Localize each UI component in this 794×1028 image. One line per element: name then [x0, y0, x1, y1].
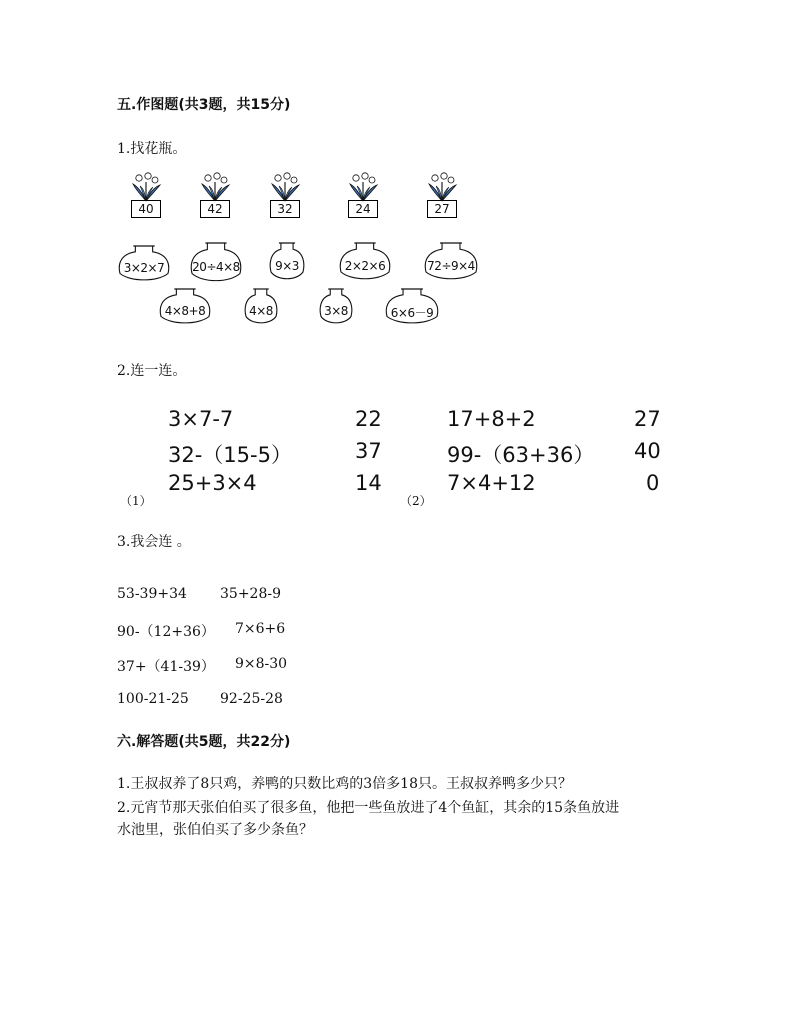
expr-2-1: 17+8+2	[447, 407, 536, 431]
problem-2-line-2: 水池里，张伯伯买了多少条鱼？	[117, 822, 313, 838]
flower-icon	[130, 172, 164, 202]
vase-label: 6×6－9	[390, 305, 434, 320]
q3-right-2: 7×6+6	[235, 621, 286, 637]
section-5-heading: 五.作图题(共3题，共15分)	[117, 97, 291, 113]
flower-pot	[199, 172, 233, 220]
flower-icon	[347, 172, 381, 202]
expr-1-1: 3×7-7	[168, 407, 234, 431]
answer-1-1: 22	[355, 407, 382, 431]
question-2-title: 2.连一连。	[117, 363, 187, 379]
vase-label: 4×8	[249, 303, 273, 318]
vase-label: 20÷4×8	[192, 259, 240, 274]
flower-number: 32	[270, 200, 300, 218]
vase-label: 72÷9×4	[427, 258, 475, 273]
vase	[243, 288, 279, 326]
flower-number: 27	[427, 200, 457, 218]
vase-label: 3×2×7	[123, 260, 165, 275]
vase	[189, 242, 243, 284]
q3-left-3: 37+（41-39）	[117, 659, 215, 675]
vase	[338, 242, 392, 282]
question-3-title: 3.我会连 。	[117, 534, 191, 550]
answer-1-3: 14	[355, 471, 382, 495]
problem-1: 1.王叔叔养了8只鸡，养鸭的只数比鸡的3倍多18只。王叔叔养鸭多少只？	[117, 776, 572, 792]
expr-1-3: 25+3×4	[168, 471, 257, 495]
vase-label: 3×8	[324, 303, 348, 318]
vase	[318, 288, 354, 326]
vase	[117, 245, 171, 283]
problem-2-line-1: 2.元宵节那天张伯伯买了很多鱼，他把一些鱼放进了4个鱼缸，其余的15条鱼放进	[117, 800, 620, 816]
section-6-heading: 六.解答题(共5题，共22分)	[117, 734, 291, 750]
flower-number: 42	[200, 200, 230, 218]
expr-1-2: 32-（15-5）	[168, 443, 292, 467]
flower-pot	[130, 172, 164, 220]
flower-icon	[199, 172, 233, 202]
flower-icon	[426, 172, 460, 202]
q3-right-4: 92-25-28	[220, 691, 283, 707]
group-2-marker: （2）	[400, 494, 432, 508]
q3-left-2: 90-（12+36）	[117, 624, 215, 640]
expr-2-3: 7×4+12	[447, 471, 536, 495]
answer-2-2: 40	[634, 439, 661, 463]
expr-2-2: 99-（63+36）	[447, 443, 595, 467]
answer-1-2: 37	[355, 439, 382, 463]
flower-pot	[347, 172, 381, 220]
vase	[268, 242, 306, 282]
flower-number: 40	[131, 200, 161, 218]
group-1-marker: （1）	[120, 494, 152, 508]
vase-label: 4×8+8	[164, 303, 206, 318]
q3-right-1: 35+28-9	[220, 586, 281, 602]
flower-number: 24	[348, 200, 378, 218]
vase	[384, 288, 440, 326]
question-1-title: 1.找花瓶。	[117, 141, 187, 157]
answer-2-1: 27	[634, 407, 661, 431]
vase	[158, 288, 212, 326]
vase-label: 2×2×6	[344, 258, 386, 273]
flower-icon	[269, 172, 303, 202]
q3-left-1: 53-39+34	[117, 586, 187, 602]
q3-right-3: 9×8-30	[235, 656, 288, 672]
q3-left-4: 100-21-25	[117, 691, 189, 707]
answer-2-3: 0	[646, 471, 660, 495]
flower-pot	[426, 172, 460, 220]
vase-label: 9×3	[275, 258, 299, 273]
vase	[423, 242, 479, 282]
flower-pot	[269, 172, 303, 220]
